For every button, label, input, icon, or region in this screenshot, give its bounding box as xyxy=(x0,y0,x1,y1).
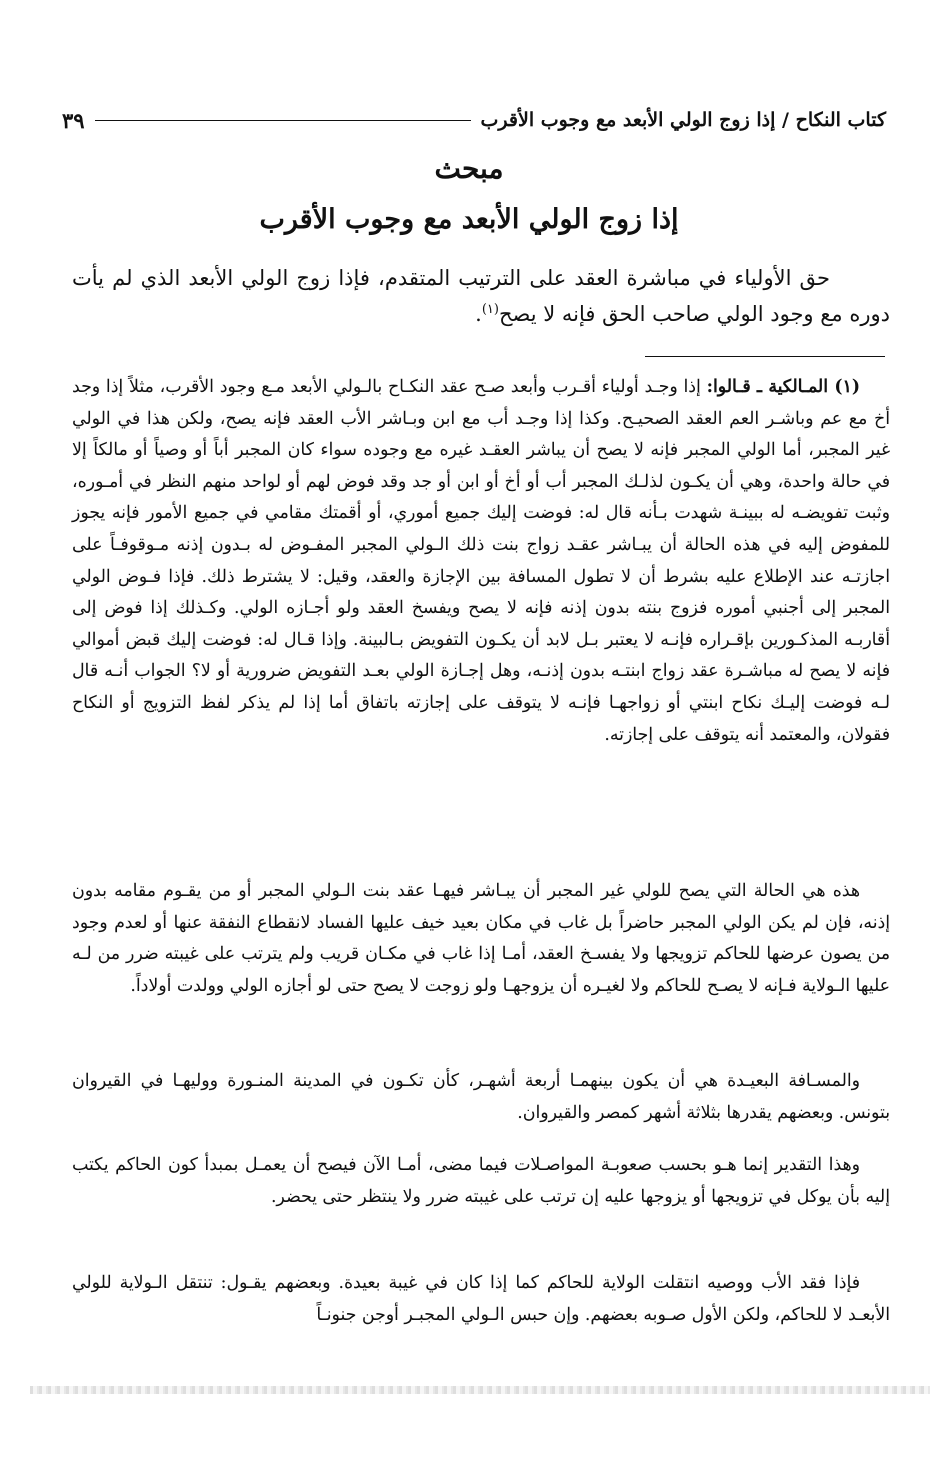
footnote-marker: (١) المـالكية ـ قـالوا: xyxy=(706,377,860,397)
footnote-ref: (١) xyxy=(481,302,499,317)
footnote-paragraph-4 xyxy=(72,1150,890,1213)
intro-end: . xyxy=(475,302,482,326)
footnote-text: فإذا فقد الأب ووصيه انتقلت الولاية للحاكم كما إذا كان في غيبة بعيدة. وبعضهم يقـول: تنتقل الـولاية للولي الأبعـد لا للحاكم، ولكن الأول صـوبه بعضهم. وإن حبس الـولي المجبـر أوجن جنونـاً xyxy=(72,1273,890,1325)
page-number: ٣٩ xyxy=(62,107,85,133)
footnote-paragraph-2 xyxy=(72,876,890,1002)
running-header xyxy=(62,100,886,140)
footnote-1 xyxy=(72,372,890,751)
footnote-text: إذا وجـد أولياء أقـرب وأبعد صـح عقد النكـاح بالـولي الأبعد مـع وجود الأقرب، مثلاً إذا وجد أخ مع عم وباشـر العم العقد الصحيـح. وكذا إذا وجـد أب مع ابن وبـاشر الأب العقد فإنه يصح، ولكن هذا في الولي غير المجبر، أما الولي المجبر فإنه لا يصح أن يباشر العقـد غيره مع وجوده سواء كان المجبر أباً أو وصياً أو مالكاً إلا في حالة واحدة، وهي أن يكـون لذلـك المجبر أب أو أخ أو ابن أو جد وقد فوض لهم أو لواحد منهم النظر في أمـوره، وثبت تفويضـه له ببينـة شهدت بـأنه قال له: فوضت إليك جميع أموري، أو أقمتك مقامي في جميع الأمور فإنه يجوز للمفوض إليه في هذه الحالة أن يبـاشر عقـد زواج بنت ذلك الـولي المجبر المفـوض له بـدون إذنه مـوقوفـاً على اجازتـه عند الإطلاع عليه بشرط أن لا تطول المسافة بين الإجازة والعقد، وقيل: لا يشترط ذلك. فإذا فـوض الولي المجبر إلى أجنبي أموره فزوج بنته بدون إذنه فإنه لا يصح ويفسخ العقد ولو أجـازه الولي. وكـذلك إذا فوض إلى أقاربـه المذكـورين بإقـراره فإنـه لا يعتبر بـل لابد أن يكـون التفويض بـالبينة. وإذا قـال له: فوضت إليك قبض أموالي فإنه لا يصح له مباشـرة عقد زواج ابنتـه بدون إذنـه، وهل إجـازة الولي بعـد التفويض ضرورية أو لا؟ الجواب أنـه قال لـه فوضت إليـك نكاح ابنتي أو زواجهـا فإنـه لا يتوقف على إجازته باتفاق أما إذا لم يذكر لفظ التزويج أو النكاح فقولان، والمعتمد أنه يتوقف على إجازته. xyxy=(72,377,890,745)
intro-paragraph xyxy=(72,260,890,332)
header-title: كتاب النكاح / إذا زوج الولي الأبعد مع وجوب الأقرب xyxy=(480,109,886,131)
footnote-paragraph-3 xyxy=(72,1066,890,1129)
scan-artifact xyxy=(30,1386,930,1394)
header-rule xyxy=(95,120,471,121)
intro-text: حق الأولياء في مباشرة العقد على الترتيب المتقدم، فإذا زوج الولي الأبعد الذي لم يأت دوره مع وجود الولي صاحب الحق فإنه لا يصح xyxy=(72,266,890,326)
footnote-separator xyxy=(645,356,885,357)
footnote-text: وهذا التقدير إنما هـو بحسب صعوبـة المواصـلات فيما مضى، أمـا الآن فيصح أن يعمـل بمبدأ كون الحاكم يكتب إليه بأن يوكل في تزويجها أو يزوجها عليه إن ترتب على غيبته ضرر ولا ينتظر حتى يحضر. xyxy=(72,1155,890,1207)
footnote-text: هذه هي الحالة التي يصح للولي غير المجبر أن يبـاشر فيهـا عقد بنت الـولي المجبر أو من يقـوم مقامه بدون إذنه، فإن لم يكن الولي المجبر حاضراً بل غاب في مكان بعيد خيف عليها الفساد لانقطاع النفقة عنها أو لعدم وجود من يصون عرضها للحاكم تزويجها ولا يفسـخ العقد، أمـا إذا غاب في مكـان قريب ولم يترتب على غيبته ضرر من لـه عليها الـولاية فـإنه لا يصـح للحاكم ولا لغيـره أن يزوجهـا ولو زوجت لا يصح حتى لو أجازه الولي وولدت أولاداً. xyxy=(72,881,890,996)
section-label: مبحث xyxy=(434,152,504,185)
footnote-paragraph-5 xyxy=(72,1268,890,1331)
footnote-text: والمسـافة البعيـدة هي أن يكون بينهمـا أربعة أشهـر، كأن تكـون في المدينة المنـورة ووليهـا في القيروان بتونس. وبعضهم يقدرها بثلاثة أشهر كمصر والقيروان. xyxy=(72,1071,890,1123)
section-title: إذا زوج الولي الأبعد مع وجوب الأقرب xyxy=(259,204,679,235)
